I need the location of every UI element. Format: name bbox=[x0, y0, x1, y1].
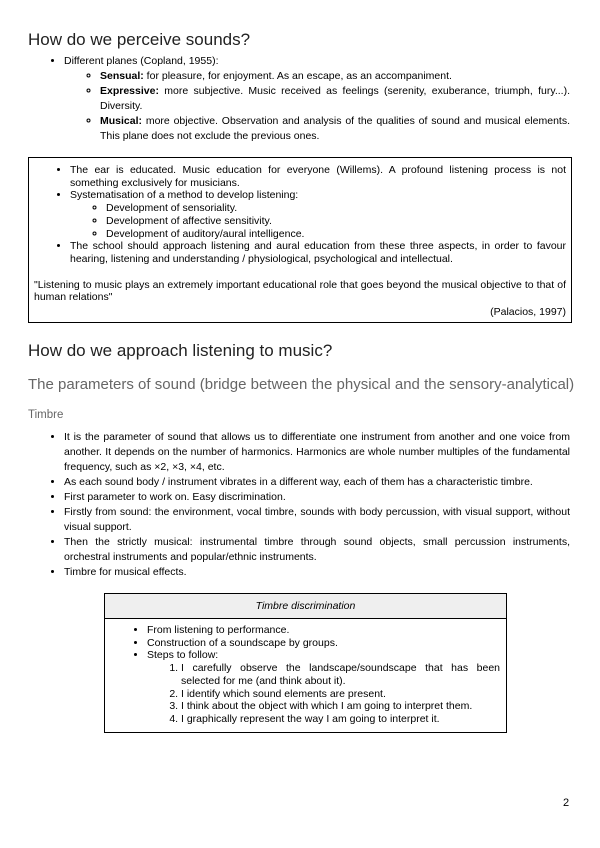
timbre-list bbox=[64, 430, 570, 580]
planes-intro: Different planes (Copland, 1955): bbox=[64, 55, 219, 67]
heading-approach-listening: How do we approach listening to music? bbox=[28, 341, 333, 360]
list-item: • The school should approach listening and aural education from these three aspects, in order to favour hearing, listening and understanding / physiological, psychological and intellectual. bbox=[70, 240, 566, 265]
step-item: 2. I identify which sound elements are present. bbox=[181, 688, 500, 701]
list-item bbox=[64, 54, 570, 144]
list-item: ◦ Development of auditory/aural intelligence. bbox=[106, 228, 566, 241]
list-item: ◦ Development of affective sensitivity. bbox=[106, 215, 566, 228]
citation: (Palacios, 1997) bbox=[490, 306, 566, 319]
plane-term: Sensual: bbox=[100, 70, 144, 82]
step-item: 4. I graphically represent the way I am going to interpret it. bbox=[181, 713, 500, 726]
list-item: • Then the strictly musical: instrumental timbre through sound objects, small percussion instruments, orchestral instruments and popular/ethnic instruments. bbox=[64, 535, 570, 565]
subheading-parameters: The parameters of sound (bridge between the physical and the sensory-analytical) bbox=[28, 376, 575, 393]
list-item bbox=[70, 189, 566, 240]
plane-text: for pleasure, for enjoyment. As an escape, as an accompaniment. bbox=[143, 70, 452, 82]
quote: "Listening to music plays an extremely important educational role that goes beyond the musical objective to that of human relations" bbox=[34, 278, 566, 304]
plane-expressive bbox=[100, 84, 570, 114]
topic-timbre: Timbre bbox=[28, 409, 64, 421]
steps-list bbox=[147, 662, 500, 726]
plane-text: more subjective. Music received as feelings (serenity, exuberance, triumph, fury...). Diversity. bbox=[100, 85, 570, 112]
heading-perceive-sounds: How do we perceive sounds? bbox=[28, 30, 251, 49]
list-item: • The ear is educated. Music education for everyone (Willems). A profound listening process is not something exclusively for musicians. bbox=[70, 164, 566, 189]
timbre-discrimination-table bbox=[104, 593, 507, 733]
list-item: ◦ Development of sensoriality. bbox=[106, 202, 566, 215]
list-item-text: Steps to follow: bbox=[147, 649, 219, 662]
list-item: • From listening to performance. bbox=[147, 624, 500, 637]
list-item: • As each sound body / instrument vibrates in a different way, each of them has a characteristic timbre. bbox=[64, 475, 570, 490]
listening-box bbox=[28, 157, 572, 323]
plane-text: more objective. Observation and analysis of the qualities of sound and musical elements. This plane does not exclude the previous ones. bbox=[100, 115, 570, 142]
table-list bbox=[105, 619, 506, 726]
list-item: • Timbre for musical effects. bbox=[64, 565, 570, 580]
list-item bbox=[147, 649, 500, 725]
planes-sublist bbox=[64, 69, 570, 144]
plane-term: Musical: bbox=[100, 115, 143, 127]
plane-term: Expressive: bbox=[100, 85, 159, 97]
list-item: • Construction of a soundscape by groups. bbox=[147, 637, 500, 650]
list-item: • First parameter to work on. Easy discrimination. bbox=[64, 490, 570, 505]
table-header: Timbre discrimination bbox=[105, 594, 506, 619]
list-item-text: Systematisation of a method to develop listening: bbox=[70, 189, 299, 202]
plane-musical bbox=[100, 114, 570, 144]
plane-sensual bbox=[100, 69, 570, 84]
list-item: • It is the parameter of sound that allows us to differentiate one instrument from another and one voice from another. It depends on the number of harmonics. Harmonics are whole number multiples of the fundamental frequency, such as ×2, ×3, ×4, etc. bbox=[64, 430, 570, 475]
page-number: 2 bbox=[563, 797, 570, 809]
box-sublist bbox=[70, 202, 566, 240]
step-item: 3. I think about the object with which I am going to interpret them. bbox=[181, 700, 500, 713]
planes-list bbox=[64, 54, 570, 144]
list-item: • Firstly from sound: the environment, vocal timbre, sounds with body percussion, with visual support, without visual support. bbox=[64, 505, 570, 535]
step-item: 1. I carefully observe the landscape/soundscape that has been selected for me (and think about it). bbox=[181, 662, 500, 687]
box-list bbox=[34, 164, 566, 266]
